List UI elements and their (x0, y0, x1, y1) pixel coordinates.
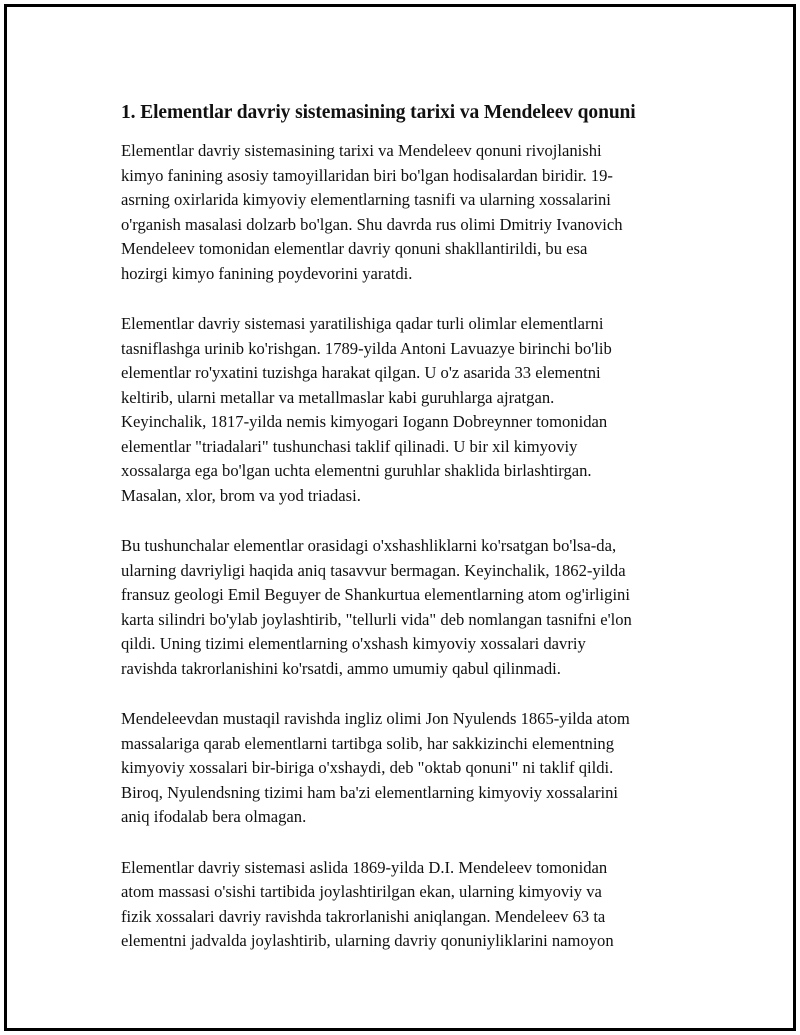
text-line: massalariga qarab elementlarni tartibga solib, har sakkizinchi elementning (121, 733, 615, 753)
text-line: kimyo fanining asosiy tamoyillaridan biri bo'lgan hodisalardan biridir. 19- (121, 165, 613, 185)
text-line: Elementlar davriy sistemasining tarixi va Mendeleev qonuni rivojlanishi (121, 141, 602, 160)
text-line: Biroq, Nyulendsning tizimi ham ba'zi elementlarning kimyoviy xossalarini (121, 782, 619, 802)
text-line: xossalarga ega bo'lgan uchta elementni guruhlar shaklida birlashtirgan. (121, 461, 592, 480)
text-line: qildi. Uning tizimi elementlarning o'xshash kimyoviy xossalari davriy (121, 634, 586, 653)
text-line: Mendeleev tomonidan elementlar davriy qonuni shakllantirildi, bu esa (121, 239, 588, 258)
paragraph (121, 856, 691, 954)
text-line: Bu tushunchalar elementlar orasidagi o'xshashliklarni ko'rsatgan bo'lsa-da, (121, 536, 617, 555)
paragraph (121, 707, 691, 830)
paragraphs (121, 139, 691, 954)
text-line: Mendeleevdan mustaqil ravishda ingliz olimi Jon Nyulends 1865-yilda atom (121, 709, 630, 728)
text-line: aniq ifodalab bera olmagan. (121, 807, 307, 826)
paragraph (121, 139, 691, 286)
text-line: Masalan, xlor, brom va yod triadasi. (121, 485, 361, 505)
text-line: kimyoviy xossalari bir-biriga o'xshaydi, deb "oktab qonuni" ni taklif qildi. (121, 758, 614, 777)
text-line: elementni jadvalda joylashtirib, ularning davriy qonuniyliklarini namoyon (121, 931, 614, 950)
text-line: atom massasi o'sishi tartibida joylashtirilgan ekan, ularning kimyoviy va (121, 882, 602, 901)
text-line: Elementlar davriy sistemasi yaratilishiga qadar turli olimlar elementlarni (121, 314, 604, 333)
text-line: ularning davriyligi haqida aniq tasavvur bermagan. Keyinchalik, 1862-yilda (121, 560, 626, 580)
text-line: keltirib, ularni metallar va metallmaslar kabi guruhlarga ajratgan. (121, 387, 555, 407)
text-line: asrning oxirlarida kimyoviy elementlarning tasnifi va ularning xossalarini (121, 190, 611, 209)
page-frame (4, 4, 796, 1031)
paragraph (121, 534, 691, 681)
text-line: elementlar ro'yxatini tuzishga harakat qilgan. U o'z asarida 33 elementni (121, 363, 601, 382)
text-line: karta silindri bo'ylab joylashtirib, "tellurli vida" deb nomlangan tasnifni e'lon (121, 609, 632, 629)
text-line: ravishda takrorlanishini ko'rsatdi, ammo umumiy qabul qilinmadi. (121, 658, 561, 678)
text-line: hozirgi kimyo fanining poydevorini yaratdi. (121, 263, 413, 283)
paragraph (121, 312, 691, 508)
text-line: elementlar "triadalari" tushunchasi taklif qilinadi. U bir xil kimyoviy (121, 436, 578, 456)
document-body (121, 99, 691, 980)
text-line: fransuz geologi Emil Beguyer de Shankurtua elementlarning atom og'irligini (121, 585, 630, 604)
text-line: Elementlar davriy sistemasi aslida 1869-yilda D.I. Mendeleev tomonidan (121, 857, 608, 877)
text-line: fizik xossalari davriy ravishda takrorlanishi aniqlangan. Mendeleev 63 ta (121, 906, 606, 926)
section-heading: 1. Elementlar davriy sistemasining tarixi va Mendeleev qonuni (121, 102, 636, 123)
text-line: o'rganish masalasi dolzarb bo'lgan. Shu davrda rus olimi Dmitriy Ivanovich (121, 214, 623, 234)
text-line: Keyinchalik, 1817-yilda nemis kimyogari Iogann Dobreynner tomonidan (121, 412, 608, 431)
text-line: tasniflashga urinib ko'rishgan. 1789-yilda Antoni Lavuazye birinchi bo'lib (121, 338, 612, 358)
